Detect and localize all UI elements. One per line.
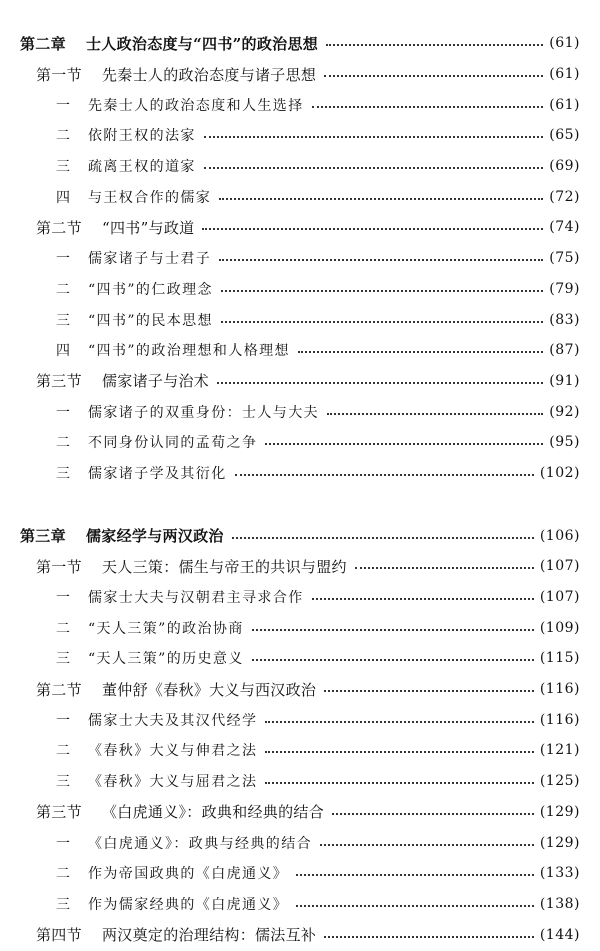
- dot-leader: [217, 382, 543, 384]
- dot-leader: [355, 567, 534, 569]
- toc-page-number: (107): [539, 589, 580, 606]
- toc-page-number: (91): [549, 372, 580, 389]
- toc-entry-number: 四: [56, 343, 72, 360]
- toc-entry-title: “四书”的政治理想和人格理想: [88, 343, 290, 360]
- toc-entry-number: 三: [56, 312, 72, 329]
- toc-item-row[interactable]: [0, 151, 600, 182]
- toc-page-number: (92): [549, 403, 580, 420]
- toc-page-number: (102): [539, 464, 580, 481]
- toc-entry-title: 儒家经学与两汉政治: [86, 527, 224, 546]
- toc-page-number: (144): [539, 926, 580, 943]
- table-of-contents: [0, 28, 600, 950]
- chapter-gap: [0, 488, 600, 520]
- toc-section-row[interactable]: [0, 212, 600, 243]
- toc-entry-number: 第二节: [36, 218, 82, 237]
- toc-entry-title: 作为帝国政典的《白虎通义》: [88, 866, 289, 883]
- toc-page-number: (106): [539, 527, 580, 544]
- toc-entry-number: 一: [56, 712, 72, 729]
- toc-entry-number: 第一节: [36, 65, 82, 84]
- toc-item-row[interactable]: [0, 827, 600, 858]
- toc-section-row[interactable]: [0, 59, 600, 90]
- toc-page-number: (121): [539, 742, 580, 759]
- toc-section-row[interactable]: [0, 797, 600, 828]
- toc-entry-number: 三: [56, 159, 72, 176]
- dot-leader: [202, 228, 543, 230]
- toc-item-row[interactable]: [0, 243, 600, 274]
- toc-item-row[interactable]: [0, 181, 600, 212]
- toc-entry-number: 第三节: [36, 372, 82, 391]
- dot-leader: [324, 690, 534, 692]
- dot-leader: [326, 44, 543, 46]
- dot-leader: [204, 136, 543, 138]
- toc-chapter-row[interactable]: [0, 520, 600, 551]
- dot-leader: [252, 659, 534, 661]
- toc-entry-number: 三: [56, 774, 72, 791]
- toc-entry-title: 两汉奠定的治理结构：儒法互补: [102, 926, 317, 945]
- toc-page-number: (129): [539, 834, 580, 851]
- toc-entry-number: 四: [56, 189, 72, 206]
- toc-page-number: (75): [549, 250, 580, 267]
- toc-item-row[interactable]: [0, 612, 600, 643]
- dot-leader: [265, 751, 533, 753]
- toc-entry-title: 依附王权的法家: [88, 128, 196, 145]
- dot-leader: [296, 905, 534, 907]
- dot-leader: [312, 106, 544, 108]
- dot-leader: [204, 167, 543, 169]
- dot-leader: [327, 413, 543, 415]
- toc-entry-number: 第二节: [36, 680, 82, 699]
- toc-entry-title: 儒家诸子与士君子: [88, 251, 212, 268]
- toc-entry-number: 第一节: [36, 557, 82, 576]
- toc-page-number: (69): [549, 158, 580, 175]
- dot-leader: [252, 629, 534, 631]
- toc-entry-number: 二: [56, 128, 72, 145]
- toc-item-row[interactable]: [0, 304, 600, 335]
- toc-item-row[interactable]: [0, 735, 600, 766]
- toc-page-number: (116): [539, 711, 580, 728]
- toc-entry-title: 董仲舒《春秋》大义与西汉政治: [102, 680, 317, 699]
- toc-page-number: (116): [539, 681, 580, 698]
- toc-page-number: (61): [549, 35, 580, 52]
- toc-item-row[interactable]: [0, 889, 600, 920]
- dot-leader: [219, 259, 543, 261]
- dot-leader: [324, 75, 543, 77]
- toc-item-row[interactable]: [0, 274, 600, 305]
- dot-leader: [221, 321, 543, 323]
- toc-entry-title: 先秦士人的政治态度与诸子思想: [102, 65, 317, 84]
- toc-entry-title: 《春秋》大义与屈君之法: [88, 774, 258, 791]
- toc-page-number: (65): [549, 127, 580, 144]
- toc-entry-number: 一: [56, 835, 72, 852]
- toc-entry-title: “四书”与政道: [102, 218, 195, 237]
- toc-entry-title: 先秦士人的政治态度和人生选择: [88, 97, 304, 114]
- toc-page-number: (61): [549, 96, 580, 113]
- toc-entry-title: “天人三策”的政治协商: [88, 620, 244, 637]
- toc-entry-number: 第四节: [36, 926, 82, 945]
- toc-chapter-row[interactable]: [0, 28, 600, 59]
- toc-page-number: (125): [539, 773, 580, 790]
- toc-item-row[interactable]: [0, 396, 600, 427]
- toc-page-number: (138): [539, 895, 580, 912]
- toc-entry-title: 儒家诸子学及其衍化: [88, 465, 227, 482]
- toc-entry-title: 疏离王权的道家: [88, 159, 196, 176]
- toc-page-number: (79): [549, 280, 580, 297]
- toc-entry-number: 一: [56, 251, 72, 268]
- dot-leader: [324, 936, 534, 938]
- toc-entry-number: 第三节: [36, 803, 82, 822]
- toc-entry-number: 三: [56, 465, 72, 482]
- toc-page-number: (74): [549, 219, 580, 236]
- toc-page-number: (61): [549, 66, 580, 83]
- toc-entry-title: 《春秋》大义与伸君之法: [88, 743, 258, 760]
- toc-entry-title: 士人政治态度与“四书”的政治思想: [86, 34, 319, 53]
- dot-leader: [265, 443, 543, 445]
- toc-page-number: (83): [549, 311, 580, 328]
- toc-entry-title: 《白虎通义》：政典与经典的结合: [88, 835, 312, 852]
- toc-item-row[interactable]: [0, 427, 600, 458]
- toc-item-row[interactable]: [0, 458, 600, 489]
- toc-item-row[interactable]: [0, 704, 600, 735]
- dot-leader: [235, 474, 534, 476]
- toc-entry-title: 儒家士大夫与汉朝君主寻求合作: [88, 590, 304, 607]
- toc-item-row[interactable]: [0, 89, 600, 120]
- dot-leader: [265, 782, 533, 784]
- dot-leader: [332, 813, 534, 815]
- toc-entry-number: 一: [56, 590, 72, 607]
- toc-entry-number: 一: [56, 404, 72, 421]
- dot-leader: [296, 874, 534, 876]
- toc-entry-title: “四书”的民本思想: [88, 312, 213, 329]
- toc-page-number: (72): [549, 188, 580, 205]
- toc-entry-title: 儒家士大夫及其汉代经学: [88, 712, 258, 729]
- toc-item-row[interactable]: [0, 120, 600, 151]
- toc-entry-number: 二: [56, 435, 72, 452]
- toc-entry-number: 一: [56, 97, 72, 114]
- toc-entry-title: 儒家诸子的双重身份：士人与大夫: [88, 404, 319, 421]
- toc-entry-title: “四书”的仁政理念: [88, 281, 213, 298]
- toc-page-number: (107): [539, 558, 580, 575]
- toc-page-number: (87): [549, 342, 580, 359]
- toc-section-row[interactable]: [0, 366, 600, 397]
- dot-leader: [312, 598, 534, 600]
- toc-entry-number: 二: [56, 866, 72, 883]
- toc-entry-title: 作为儒家经典的《白虎通义》: [88, 896, 289, 913]
- toc-item-row[interactable]: [0, 582, 600, 613]
- toc-entry-number: 二: [56, 281, 72, 298]
- toc-entry-title: 不同身份认同的孟荀之争: [88, 435, 258, 452]
- toc-entry-title: 天人三策：儒生与帝王的共识与盟约: [102, 557, 347, 576]
- toc-entry-title: 《白虎通义》：政典和经典的结合: [102, 803, 325, 822]
- dot-leader: [221, 290, 543, 292]
- toc-entry-title: “天人三策”的历史意义: [88, 651, 244, 668]
- toc-entry-number: 第二章: [20, 34, 66, 53]
- toc-section-row[interactable]: [0, 674, 600, 705]
- toc-entry-title: 与王权合作的儒家: [88, 189, 212, 206]
- toc-entry-number: 二: [56, 743, 72, 760]
- toc-item-row[interactable]: [0, 858, 600, 889]
- toc-entry-number: 三: [56, 896, 72, 913]
- toc-page-number: (133): [539, 865, 580, 882]
- toc-item-row[interactable]: [0, 766, 600, 797]
- toc-entry-title: 儒家诸子与治术: [102, 372, 210, 391]
- toc-section-row[interactable]: [0, 919, 600, 950]
- dot-leader: [265, 721, 533, 723]
- toc-item-row[interactable]: [0, 643, 600, 674]
- toc-page-number: (95): [549, 434, 580, 451]
- dot-leader: [298, 351, 543, 353]
- toc-page-number: (129): [539, 803, 580, 820]
- toc-entry-number: 三: [56, 651, 72, 668]
- toc-entry-number: 第三章: [20, 527, 66, 546]
- toc-page-number: (115): [539, 650, 580, 667]
- dot-leader: [232, 537, 534, 539]
- dot-leader: [219, 198, 543, 200]
- toc-page-number: (109): [539, 619, 580, 636]
- dot-leader: [320, 844, 534, 846]
- toc-entry-number: 二: [56, 620, 72, 637]
- toc-item-row[interactable]: [0, 335, 600, 366]
- toc-section-row[interactable]: [0, 551, 600, 582]
